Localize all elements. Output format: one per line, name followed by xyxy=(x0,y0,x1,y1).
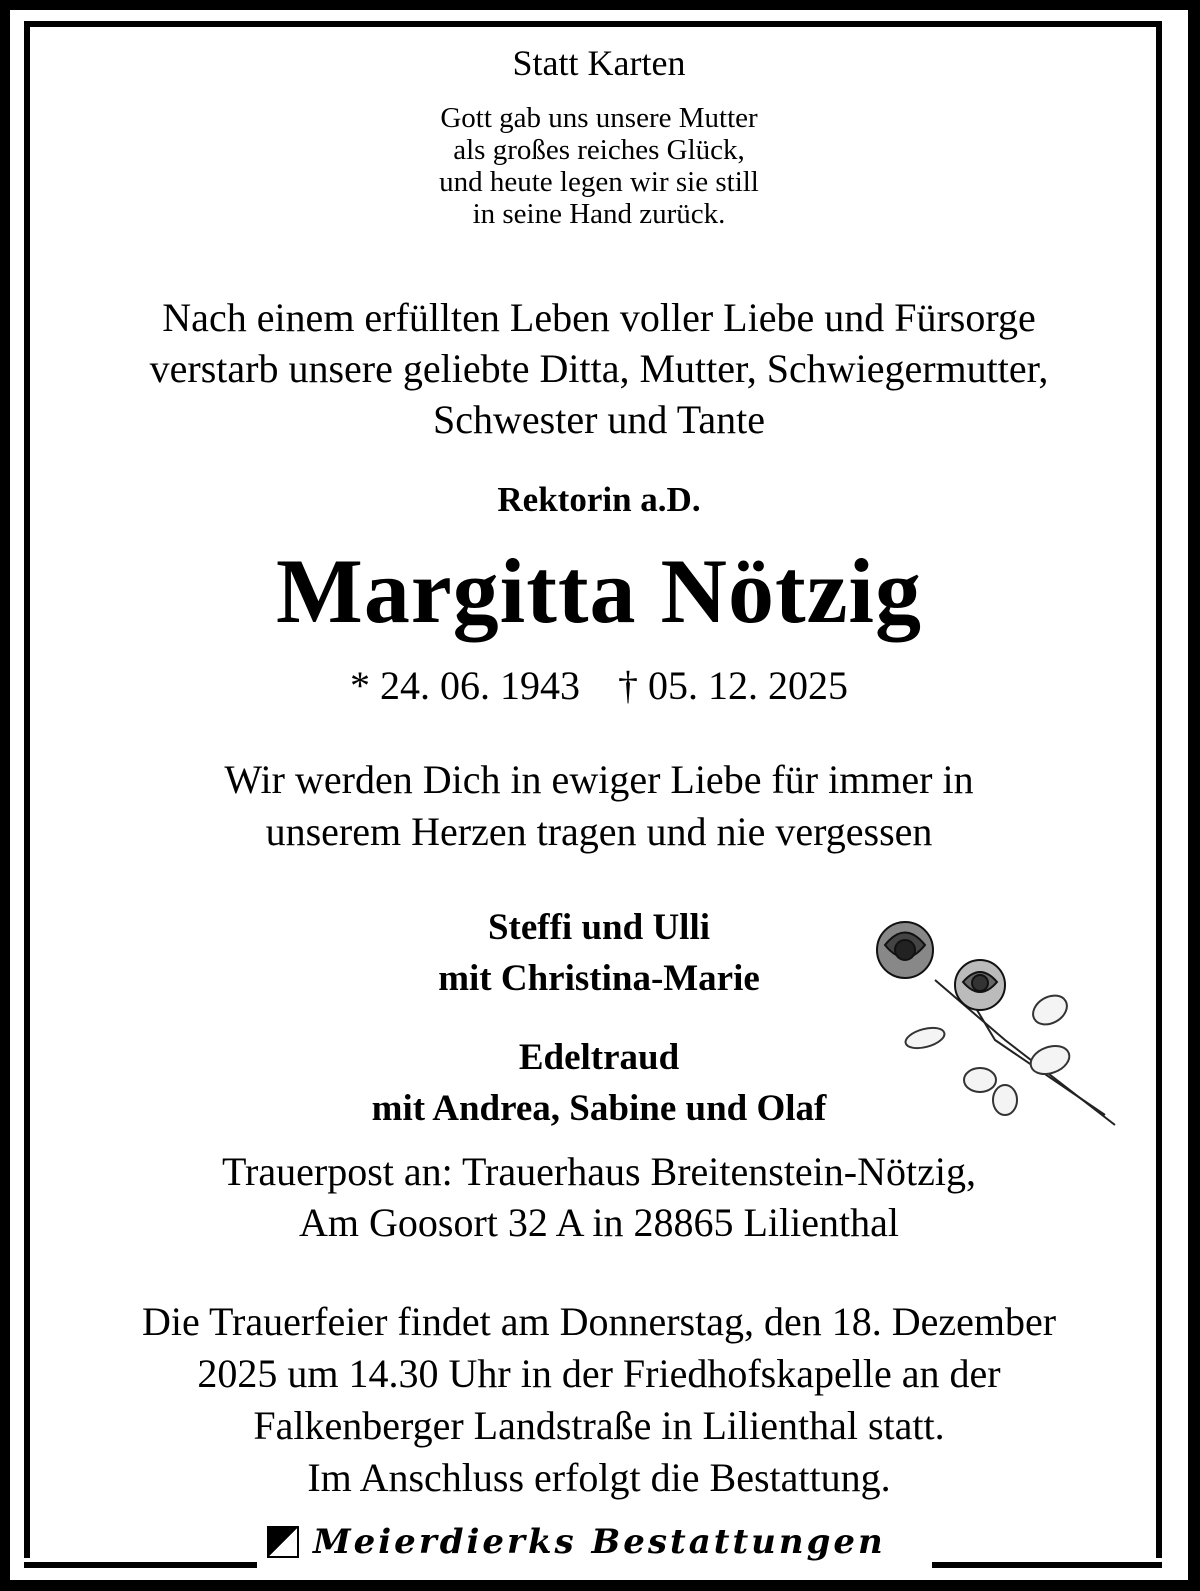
intro-text xyxy=(10,292,1188,445)
death-date: † 05. 12. 2025 xyxy=(618,663,848,708)
ceremony-line: Die Trauerfeier findet am Donnerstag, den 18. Dezember xyxy=(141,1299,1057,1344)
header-title: Statt Karten xyxy=(512,43,686,83)
deceased-name: Margitta Nötzig xyxy=(276,540,922,642)
quote-line: unserem Herzen tragen und nie vergessen xyxy=(265,809,933,854)
poem-line: und heute legen wir sie still xyxy=(439,166,759,198)
mourner-line: mit Christina-Marie xyxy=(438,958,760,999)
obituary-frame xyxy=(10,10,1188,1580)
ceremony-line: 2025 um 14.30 Uhr in der Friedhofskapelle an der xyxy=(197,1351,1001,1396)
poem-line: Gott gab uns unsere Mutter xyxy=(440,102,758,134)
divider-line xyxy=(24,1562,257,1568)
deceased-title: Rektorin a.D. xyxy=(497,480,701,519)
mourner-line: Edeltraud xyxy=(518,1037,680,1078)
address-line: Trauerpost an: Trauerhaus Breitenstein-Nötzig, xyxy=(222,1149,976,1194)
roses-icon xyxy=(855,890,1135,1140)
mourner-line: Steffi und Ulli xyxy=(487,907,711,948)
divider-line xyxy=(932,1562,1162,1568)
funeral-home-logo-icon xyxy=(267,1526,299,1558)
poem xyxy=(10,102,1188,230)
poem-line: in seine Hand zurück. xyxy=(472,198,726,230)
mourning-address xyxy=(10,1146,1188,1248)
intro-line: Schwester und Tante xyxy=(433,397,765,442)
poem-line: als großes reiches Glück, xyxy=(453,134,745,166)
quote-line: Wir werden Dich in ewiger Liebe für immer in xyxy=(224,757,974,802)
intro-line: Nach einem erfüllten Leben voller Liebe und Fürsorge xyxy=(162,295,1036,340)
memorial-quote xyxy=(10,754,1188,858)
funeral-home-credit xyxy=(267,1518,927,1566)
mourner-line: mit Andrea, Sabine und Olaf xyxy=(371,1088,827,1129)
funeral-home-name: Meierdierks Bestattungen xyxy=(313,1522,886,1562)
intro-line: verstarb unsere geliebte Ditta, Mutter, Schwiegermutter, xyxy=(149,346,1049,391)
ceremony-line: Falkenberger Landstraße in Lilienthal statt. xyxy=(253,1403,945,1448)
birth-date: * 24. 06. 1943 xyxy=(350,663,580,708)
life-dates xyxy=(10,662,1188,709)
ceremony-line: Im Anschluss erfolgt die Bestattung. xyxy=(307,1455,891,1500)
address-line: Am Goosort 32 A in 28865 Lilienthal xyxy=(299,1200,899,1245)
ceremony-info xyxy=(10,1296,1188,1504)
